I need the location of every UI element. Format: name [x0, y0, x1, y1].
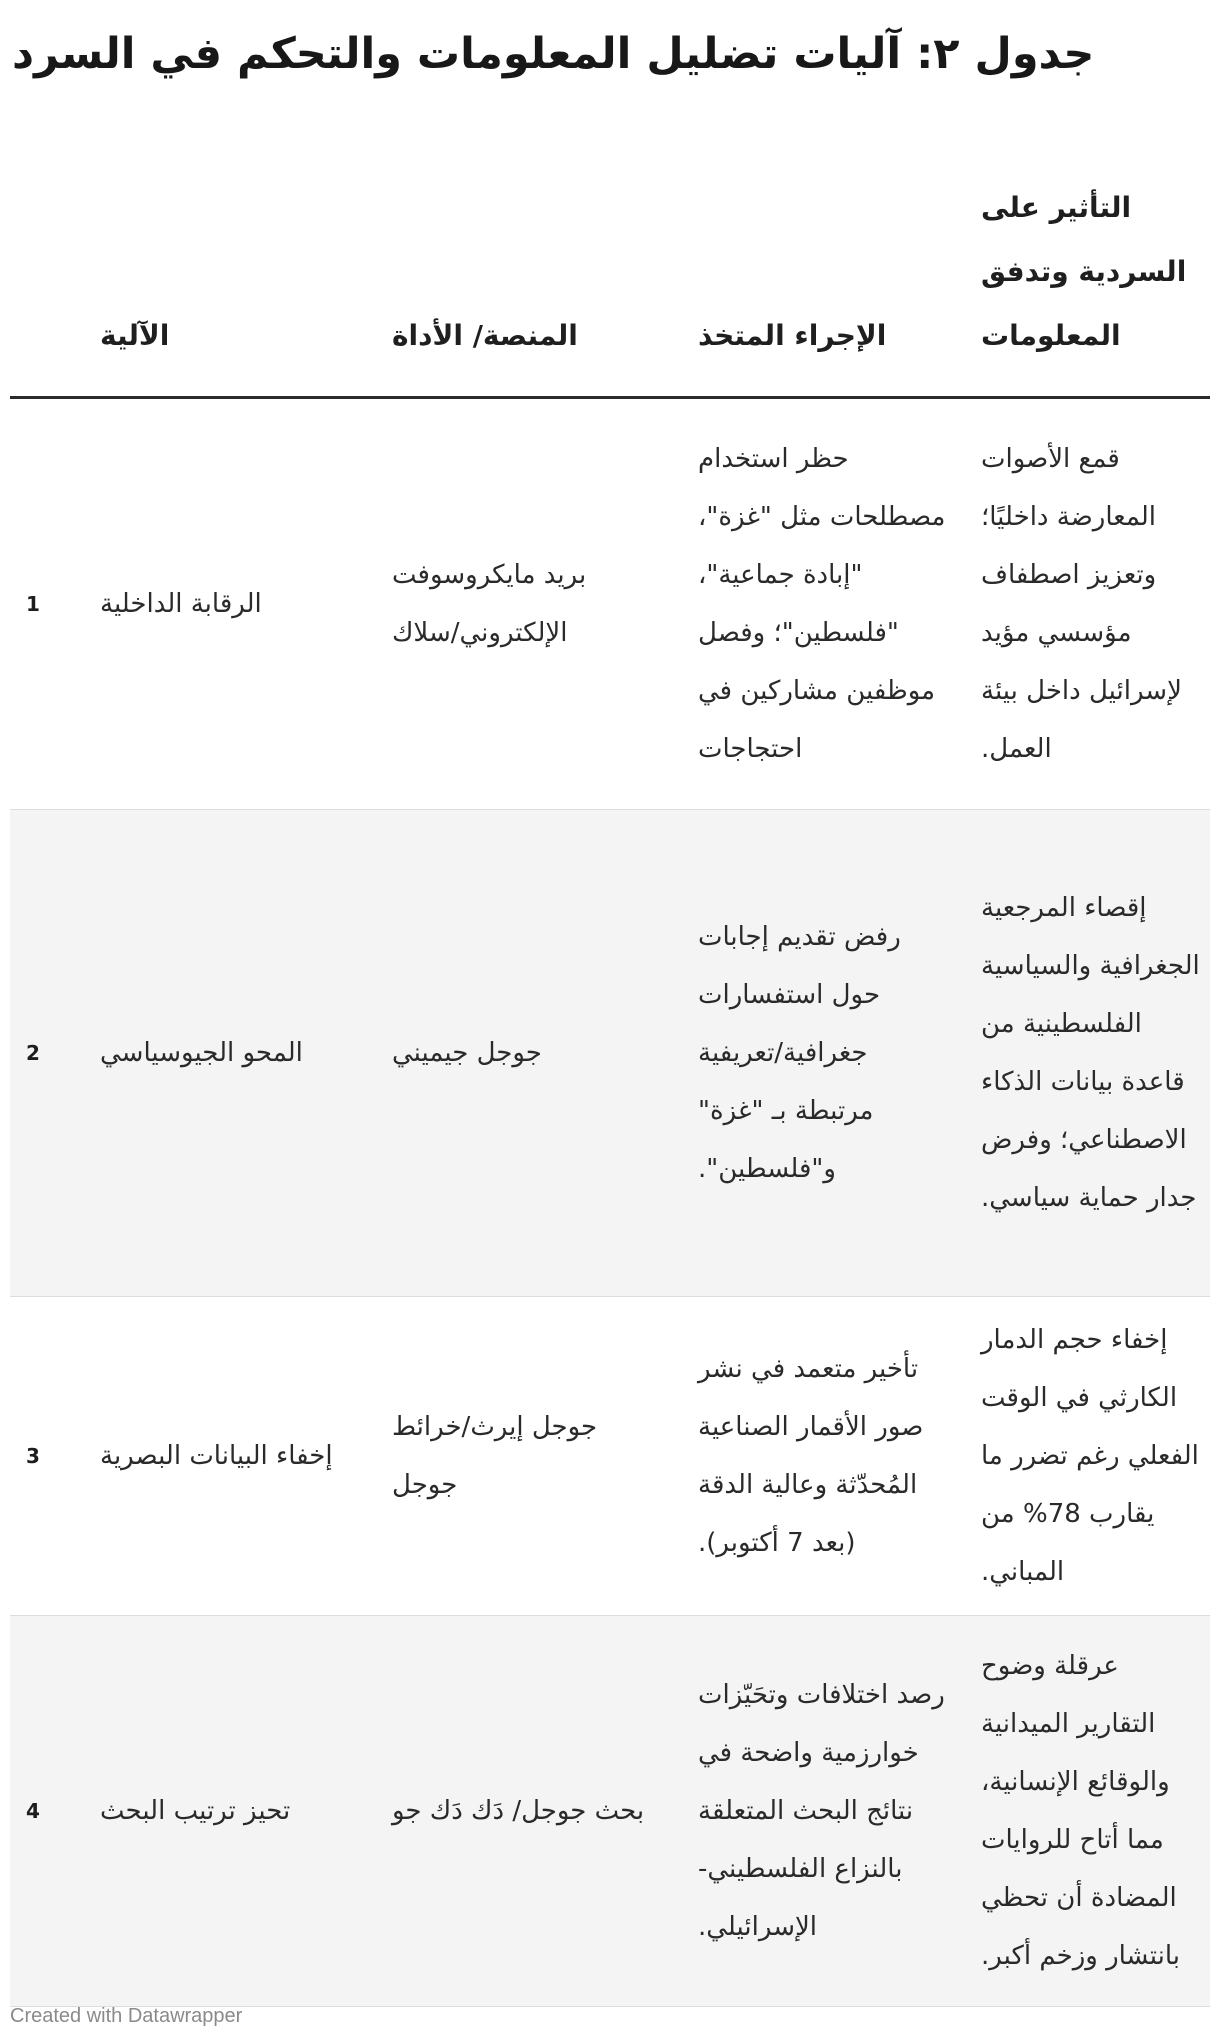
- cell-platform: بحث جوجل/ دَك دَك جو: [392, 1616, 698, 2007]
- cell-action: حظر استخدام مصطلحات مثل "غزة"، "إبادة جماعية"، "فلسطين"؛ وفصل موظفين مشاركين في احتجاجات: [698, 398, 981, 810]
- cell-action: تأخير متعمد في نشر صور الأقمار الصناعية المُحدّثة وعالية الدقة (بعد 7 أكتوبر).: [698, 1297, 981, 1616]
- table-header-row: [10, 150, 1210, 398]
- row-number: 2: [10, 810, 100, 1297]
- table-row: [10, 1297, 1210, 1616]
- table-title: جدول ٢: آليات تضليل المعلومات والتحكم في السرد: [12, 29, 1095, 79]
- header-mechanism: الآلية: [100, 150, 392, 398]
- cell-impact: إقصاء المرجعية الجغرافية والسياسية الفلسطينية من قاعدة بيانات الذكاء الاصطناعي؛ وفرض جدار حماية سياسي.: [981, 810, 1210, 1297]
- cell-mechanism: الرقابة الداخلية: [100, 398, 392, 810]
- cell-mechanism: إخفاء البيانات البصرية: [100, 1297, 392, 1616]
- cell-mechanism: تحيز ترتيب البحث: [100, 1616, 392, 2007]
- cell-action: رصد اختلافات وتحَيّزات خوارزمية واضحة في نتائج البحث المتعلقة بالنزاع الفلسطيني-الإسرائيلي.: [698, 1616, 981, 2007]
- cell-platform: بريد مايكروسوفت الإلكتروني/سلاك: [392, 398, 698, 810]
- table-row: [10, 1616, 1210, 2007]
- table-row: [10, 810, 1210, 1297]
- header-action: الإجراء المتخذ: [698, 150, 981, 398]
- datawrapper-credit: Created with Datawrapper: [10, 2005, 243, 2027]
- row-number: 1: [10, 398, 100, 810]
- row-number: 4: [10, 1616, 100, 2007]
- cell-impact: إخفاء حجم الدمار الكارثي في الوقت الفعلي رغم تضرر ما يقارب 78% من المباني.: [981, 1297, 1210, 1616]
- mechanisms-table: [10, 150, 1210, 2007]
- cell-action: رفض تقديم إجابات حول استفسارات جغرافية/تعريفية مرتبطة بـ "غزة" و"فلسطين".: [698, 810, 981, 1297]
- cell-platform: جوجل إيرث/خرائط جوجل: [392, 1297, 698, 1616]
- cell-impact: قمع الأصوات المعارضة داخليًا؛ وتعزيز اصطفاف مؤسسي مؤيد لإسرائيل داخل بيئة العمل.: [981, 398, 1210, 810]
- cell-platform: جوجل جيميني: [392, 810, 698, 1297]
- cell-impact: عرقلة وضوح التقارير الميدانية والوقائع الإنسانية، مما أتاح للروايات المضادة أن تحظي بانتشار وزخم أكبر.: [981, 1616, 1210, 2007]
- header-platform: المنصة/ الأداة: [392, 150, 698, 398]
- row-number: 3: [10, 1297, 100, 1616]
- header-impact: التأثير على السردية وتدفق المعلومات: [981, 150, 1210, 398]
- table-row: [10, 398, 1210, 810]
- cell-mechanism: المحو الجيوسياسي: [100, 810, 392, 1297]
- header-number: [10, 150, 100, 398]
